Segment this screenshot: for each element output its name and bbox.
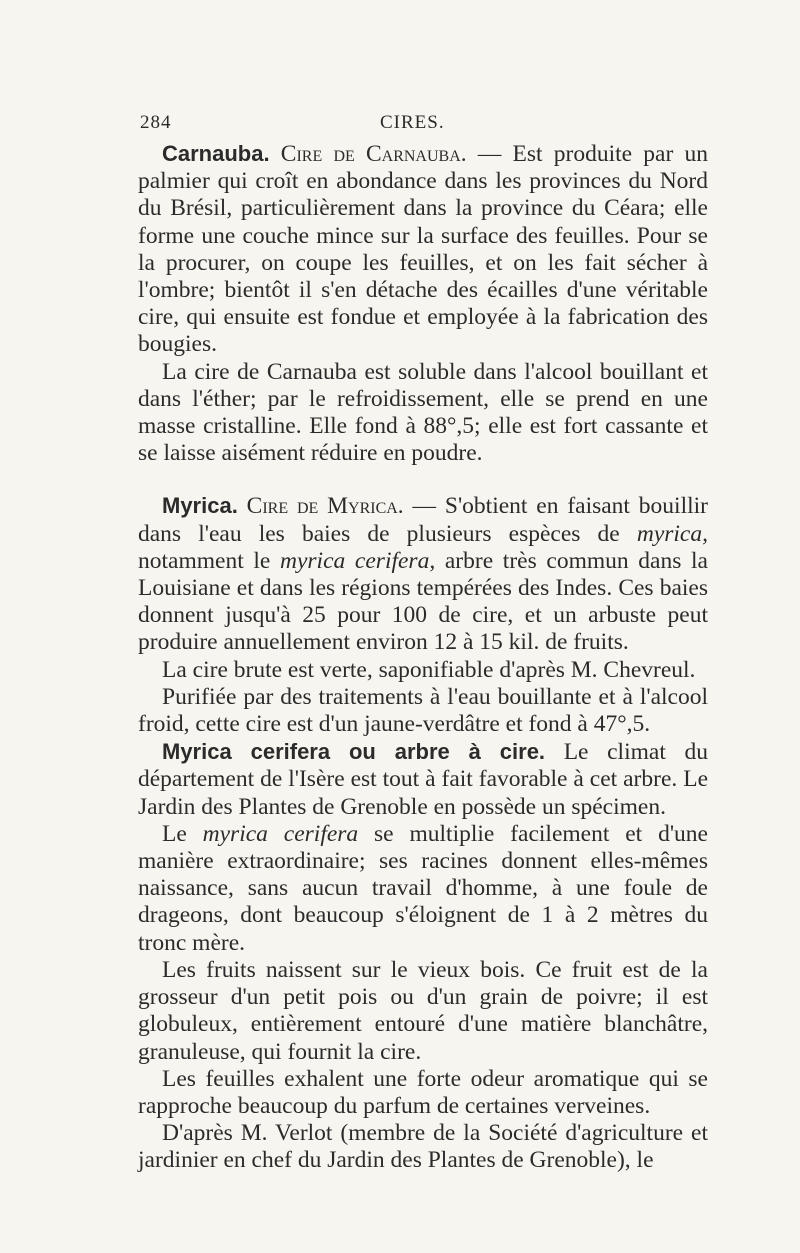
entry-term: Myrica. [162,493,238,519]
running-title: CIRES. [380,112,445,133]
body-text [138,140,708,1175]
paragraph-text: Le climat du département de l'Isère est tout à fait favorable à cet arbre. Le Jardin des Plantes de Grenoble en possède un spécimen. [138,739,709,820]
entry-heading: Cire de Myrica. [246,493,404,520]
paragraph: Les fruits naissent sur le vieux bois. Ce fruit est de la grosseur d'un petit pois ou d'un grain de poivre; il est globuleux, entièrement entouré d'une matière blanchâtre, granuleuse, qui fournit la cire. [138,956,708,1065]
paragraph-carnauba [138,140,708,359]
paragraph [138,821,708,957]
paragraph: D'après M. Verlot (membre de la Société d'agriculture et jardinier en chef du Jardin des Plantes de Grenoble), le [138,1120,708,1174]
italic-term: myrica cerifera, [280,547,436,574]
paragraph-text: notamment le [138,547,281,574]
italic-term: myrica, [636,520,708,547]
entry-heading: Cire de Carnauba. [280,141,467,167]
paragraph-text: — S'obtient en faisant bouillir dans l'eau les baies de plusieurs espèces de [138,493,708,547]
paragraph-myrica [138,492,708,656]
paragraph: Purifiée par des traitements à l'eau bouillante et à l'alcool froid, cette cire est d'un jaune-verdâtre et fond à 47°,5. [138,683,708,738]
entry-term: Myrica cerifera ou arbre à cire. [162,739,546,765]
entry-term: Carnauba. [162,141,270,166]
paragraph-myrica-cerifera [138,738,708,821]
paragraph-text: Le [162,820,203,847]
page-number: 284 [140,112,172,133]
paragraph: Les feuilles exhalent une forte odeur aromatique qui se rapproche beaucoup du parfum de certaines verveines. [138,1065,708,1119]
paragraph-text: arbre très commun dans la Louisiane et dans les régions tempérées des Indes. Ces baies donnent jusqu'à 25 pour 100 de cire, et un arbuste peut produire annuellement environ 12 à 15 kil. de fruits. [138,547,708,656]
paragraph: La cire de Carnauba est soluble dans l'alcool bouillant et dans l'éther; par le refroidissement, elle se prend en une masse cristalline. Elle fond à 88°,5; elle est fort cassante et se laisse aisément réduire en poudre. [138,358,708,467]
paragraph-text: se multiplie facilement et d'une manière extraordinaire; ses racines donnent elles-mêmes naissance, sans aucun travail d'homme, à une foule de drageons, dont beaucoup s'éloignent de 1 à 2 mètres du tronc mère. [138,820,708,956]
italic-term: myrica cerifera [202,820,359,847]
paragraph-text: — Est produite par un palmier qui croît en abondance dans les provinces du Nord du Brésil, particulièrement dans la province du Céara; elle forme une couche mince sur la surface des feuilles. Pour se la procurer, on coupe les feuilles, et on les fait sécher à l'ombre; bientôt il s'en détache des écailles d'une véritable cire, qui ensuite est fondue et employée à la fabrication des bougies. [138,141,708,358]
paragraph: La cire brute est verte, saponifiable d'après M. Chevreul. [162,656,696,683]
